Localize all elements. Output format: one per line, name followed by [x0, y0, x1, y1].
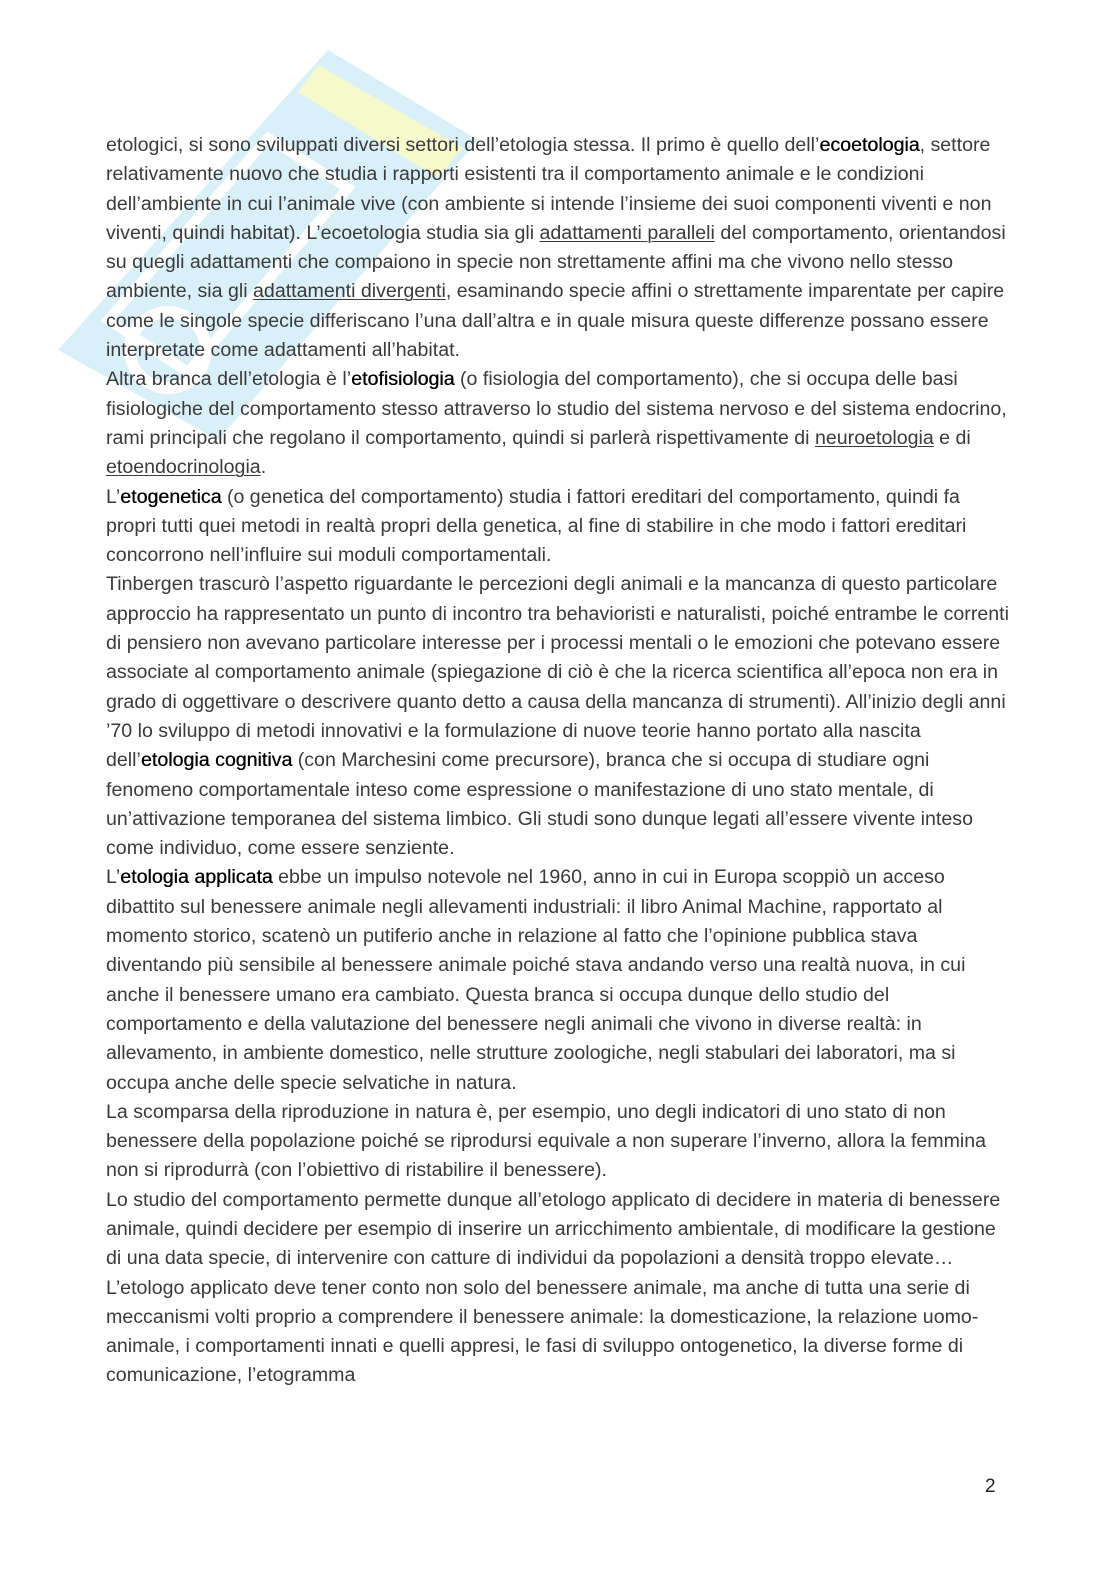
paragraph [106, 1098, 1010, 1186]
keyword-term: etologia applicata [120, 866, 273, 889]
underlined-term: adattamenti paralleli [539, 221, 715, 244]
paragraph [106, 131, 1010, 365]
text-segment: etologici, si sono sviluppati diversi settori dell’etologia stessa. Il primo è quello dell’ [106, 134, 820, 156]
paragraph [106, 570, 1010, 863]
keyword-term: etofisiologia [351, 368, 455, 391]
underlined-term: adattamenti divergenti [253, 280, 446, 303]
keyword-term: etologia cognitiva [140, 749, 293, 772]
paragraph [106, 863, 1010, 1097]
text-segment: (o fisiologia del comportamento), che si occupa delle basi fisiologiche del comportamento stesso attraverso lo studio del sistema nervoso e del sistema endocrino, rami principali che regolano il comportamento, quindi si parlerà rispettivamente di [106, 368, 1007, 449]
document-body [106, 131, 1010, 1391]
text-segment: (o genetica del comportamento) studia i fattori ereditari del comportamento, quindi fa propri tutti quei metodi in realtà propri della genetica, al fine di stabilire in che modo i fattori ereditari concorrono nell’influire sui moduli comportamentali. [106, 485, 967, 567]
text-segment: , esaminando specie affini o strettamente imparentate per capire come le singole specie differiscano l’una dall’altra e in quale misura queste differenze possano essere interpretate come adattamenti all’habitat. [106, 280, 1005, 362]
text-segment: e di [933, 426, 971, 449]
text-segment: . [260, 456, 267, 479]
text-segment: Tinbergen trascurò l’aspetto riguardante le percezioni degli animali e la mancanza di questo particolare approccio ha rappresentato un punto di incontro tra behavioristi e naturalisti, poiché entrambe le correnti di pensiero non avevano particolare interesse per i processi mentali o le emozioni che potevano essere associate al comportamento animale (spiegazione di ciò è che la ricerca scientifica all’epoca non era in grado di oggettivare o descrivere quanto detto a causa della mancanza di strumenti). All’inizio degli anni ’70 lo sviluppo di metodi innovativi e la formulazione di nuove teorie hanno portato alla nascita dell’ [106, 573, 1009, 772]
keyword-term: ecoetologia [819, 134, 920, 156]
page-number: 2 [985, 1476, 996, 1497]
text-segment: L’ [106, 866, 121, 889]
text-segment: L’ [106, 485, 121, 508]
text-segment: Altra branca dell’etologia è l’ [106, 368, 352, 391]
paragraph [106, 365, 1010, 482]
underlined-term: neuroetologia [814, 426, 934, 449]
text-segment: , settore relativamente nuovo che studia i rapporti esistenti tra il comportamento animale e le condizioni dell’ambiente in cui l’animale vive (con ambiente si intende l’insieme dei suoi componenti viventi e non viventi, quindi habitat). L’ecoetologia studia sia gli [106, 134, 992, 244]
underlined-term: etoendocrinologia [106, 456, 261, 479]
text-segment: del comportamento, orientandosi su quegli adattamenti che compaiono in specie non strettamente affini ma che vivono nello stesso ambiente, sia gli [106, 221, 1006, 303]
text-segment: La scomparsa della riproduzione in natura è, per esempio, uno degli indicatori di uno stato di non benessere della popolazione poiché se riprodursi equivale a non superare l’inverno, allora la femmina non si riprodurrà (con l’obiettivo di ristabilire il benessere). [106, 1100, 987, 1182]
paragraph [106, 1186, 1010, 1391]
text-segment: (con Marchesini come precursore), branca che si occupa di studiare ogni fenomeno comportamentale inteso come espressione o manifestazione di uno stato mentale, di un’attivazione temporanea del sistema limbico. Gli studi sono dunque legati all’essere vivente inteso come individuo, come essere senziente. [106, 749, 973, 860]
keyword-term: etogenetica [120, 485, 222, 508]
paragraph [106, 483, 1010, 571]
text-segment: Lo studio del comportamento permette dunque all’etologo applicato di decidere in materia di benessere animale, quindi decidere per esempio di inserire un arricchimento ambientale, di modificare la gestione di una data specie, di intervenire con catture di individui da popolazioni a densità troppo elevate… L’etologo applicato deve tener conto non solo del benessere animale, ma anche di tutta una serie di meccanismi volti proprio a comprendere il benessere animale: la domesticazione, la relazione uomo-animale, i comportamenti innati e quelli appresi, le fasi di sviluppo ontogenetico, la diverse forme di comunicazione, l’etogramma [106, 1188, 1001, 1387]
text-segment: ebbe un impulso notevole nel 1960, anno in cui in Europa scoppiò un acceso dibattito sul benessere animale negli allevamenti industriali: il libro Animal Machine, rapportato al momento storico, scatenò un putiferio anche in relazione al fatto che l’opinione pubblica stava diventando più sensibile al benessere animale poiché stava andando verso una realtà nuova, in cui anche il benessere umano era cambiato. Questa branca si occupa dunque dello studio del comportamento e della valutazione del benessere negli animali che vivono in diverse realtà: in allevamento, in ambiente domestico, nelle strutture zoologiche, negli stabulari dei laboratori, ma si occupa anche delle specie selvatiche in natura. [106, 866, 966, 1094]
